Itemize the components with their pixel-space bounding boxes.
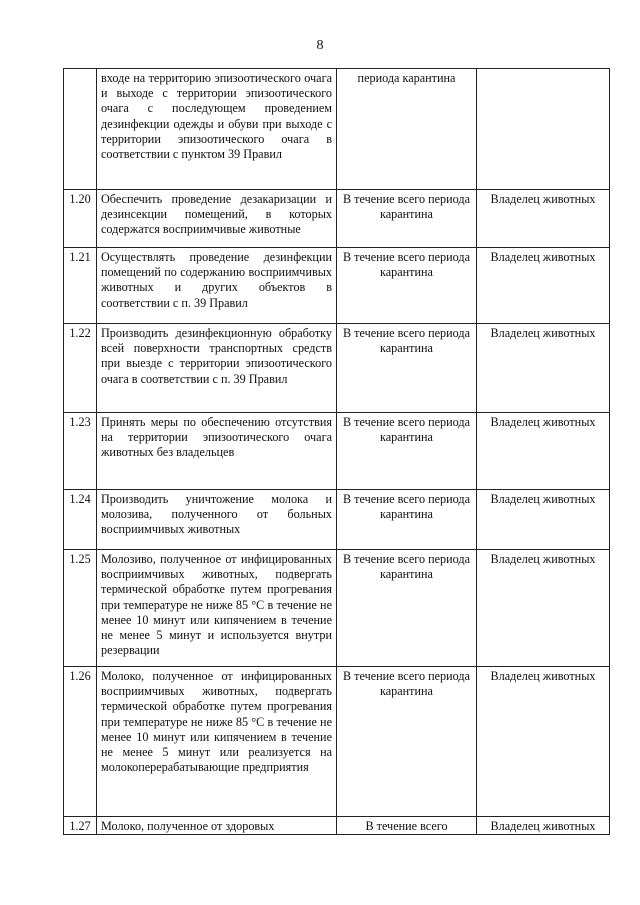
measure-term: В течение всего <box>337 817 477 835</box>
row-number: 1.21 <box>64 248 97 324</box>
row-number <box>64 69 97 190</box>
table-row <box>64 248 610 324</box>
measure-term: периода карантина <box>337 69 477 190</box>
measure-responsible: Владелец животных <box>477 248 610 324</box>
page-number: 8 <box>316 38 324 53</box>
measure-text: Производить уничтожение молока и молозива, полученного от больных восприимчивых животных <box>97 490 337 550</box>
measure-text: Молозиво, полученное от инфицированных восприимчивых животных, подвергать термической обработке путем прогревания при температуре не ниже 85 °С в течение не менее 10 минут или кипячением в течение не менее 5 минут и используется внутри резервации <box>97 550 337 667</box>
measure-text: Осуществлять проведение дезинфекции помещений по содержанию восприимчивых животных и других объектов в соответствии с п. 39 Правил <box>97 248 337 324</box>
table-row <box>64 69 610 190</box>
measure-term: В течение всего периода карантина <box>337 324 477 413</box>
table-row <box>64 667 610 817</box>
row-number: 1.20 <box>64 190 97 248</box>
measure-term: В течение всего периода карантина <box>337 550 477 667</box>
row-number: 1.24 <box>64 490 97 550</box>
measure-text: входе на территорию эпизоотического очага и выходе с территории эпизоотического очага с последующем проведением дезинфекции одежды и обуви при выходе с территории эпизоотического очага в соответствии с пунктом 39 Правил <box>97 69 337 190</box>
table-row <box>64 413 610 490</box>
measure-term: В течение всего периода карантина <box>337 248 477 324</box>
table-row <box>64 817 610 835</box>
measure-term: В течение всего периода карантина <box>337 490 477 550</box>
measure-responsible <box>477 69 610 190</box>
measure-responsible: Владелец животных <box>477 190 610 248</box>
measure-responsible: Владелец животных <box>477 817 610 835</box>
measure-text: Производить дезинфекционную обработку всей поверхности транспортных средств при выезде с территории эпизоотического очага в соответствии с п. 39 Правил <box>97 324 337 413</box>
table-row <box>64 490 610 550</box>
measure-text: Молоко, полученное от здоровых <box>97 817 337 835</box>
measure-responsible: Владелец животных <box>477 413 610 490</box>
measure-text: Обеспечить проведение дезакаризации и дезинсекции помещений, в которых содержатся восприимчивые животные <box>97 190 337 248</box>
measure-responsible: Владелец животных <box>477 324 610 413</box>
measure-text: Молоко, полученное от инфицированных восприимчивых животных, подвергать термической обработке путем прогревания при температуре не ниже 85 °С в течение не менее 10 минут или кипячением в течение не менее 5 минут или реализуется на молокоперерабатывающие предприятия <box>97 667 337 817</box>
table-row <box>64 324 610 413</box>
measure-term: В течение всего периода карантина <box>337 667 477 817</box>
measure-term: В течение всего периода карантина <box>337 190 477 248</box>
table-row <box>64 190 610 248</box>
measure-text: Принять меры по обеспечению отсутствия на территории эпизоотического очага животных без владельцев <box>97 413 337 490</box>
table-row <box>64 550 610 667</box>
measure-responsible: Владелец животных <box>477 667 610 817</box>
measure-responsible: Владелец животных <box>477 490 610 550</box>
row-number: 1.25 <box>64 550 97 667</box>
measure-term: В течение всего периода карантина <box>337 413 477 490</box>
row-number: 1.27 <box>64 817 97 835</box>
measures-table <box>63 68 610 835</box>
row-number: 1.22 <box>64 324 97 413</box>
row-number: 1.26 <box>64 667 97 817</box>
row-number: 1.23 <box>64 413 97 490</box>
measure-responsible: Владелец животных <box>477 550 610 667</box>
